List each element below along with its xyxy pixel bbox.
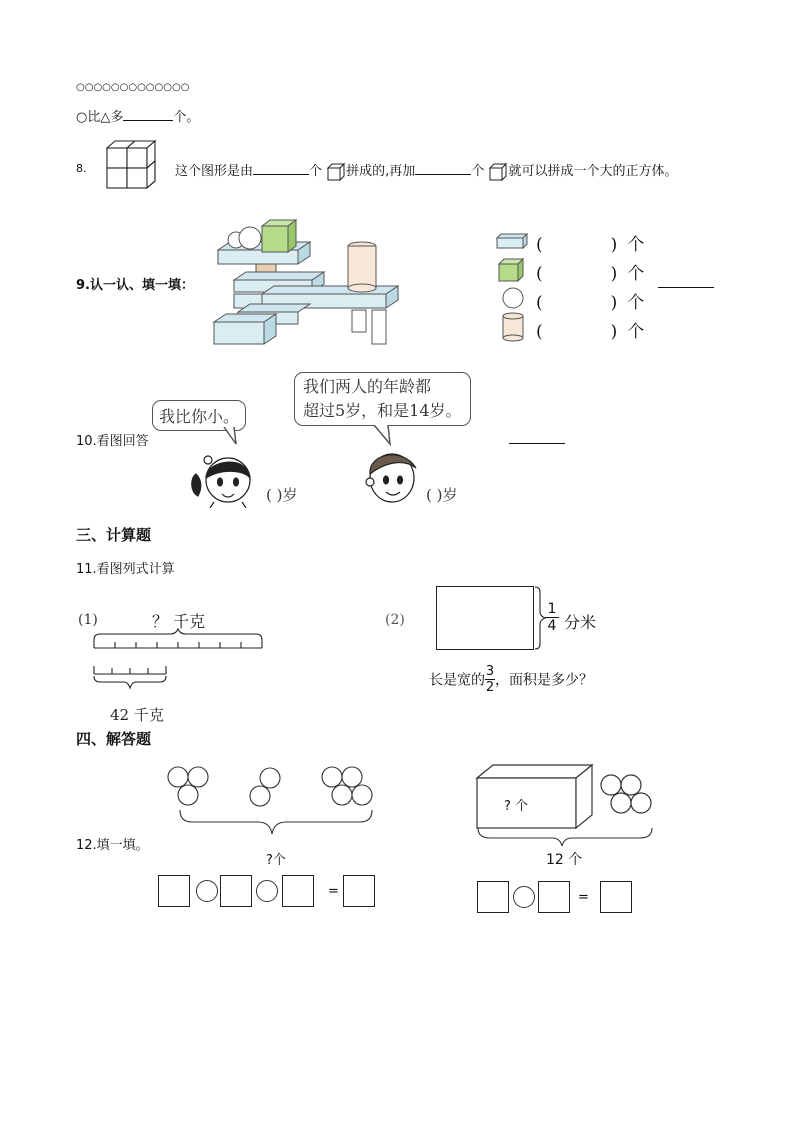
q7-compare-line [76,106,199,125]
q11-part1-question: ？ 千克 [152,612,206,631]
q8-text-b: 个 [309,164,323,179]
girl-icon [188,448,262,508]
q9-row3-answer[interactable]: ( ) 个 [536,293,645,313]
small-cube-icon [326,162,346,182]
operator-circle[interactable] [256,880,278,902]
operator-circle[interactable] [196,880,218,902]
q11-part2-inline-fraction: $\frac{3}{2}$ [485,664,495,695]
q11-label: 11.看图列式计算 [76,562,175,577]
cube-icon [498,258,524,282]
q7-compare-before: ○比△多 [76,110,124,125]
fraction-numerator: 1 [545,601,559,618]
answer-box[interactable] [538,881,570,913]
fraction-denominator: 4 [547,618,557,634]
boy-icon [362,446,420,506]
q11-rectangle [436,586,534,650]
section3-title: 三、计算题 [76,526,152,544]
q10-blank-line [509,443,565,444]
boy-age-answer[interactable]: ( )岁 [426,486,458,504]
q11-part2-unit: 分米 [564,613,597,632]
boy-speech-bubble [294,372,471,426]
girl-bubble-tail [222,427,242,447]
q9-row2-answer[interactable]: ( ) 个 [536,264,645,284]
q12-label: 12.填一填。 [76,838,149,853]
q8-text-e: 就可以拼成一个大的正方体。 [508,164,678,179]
q9-label: 9.认一认、填一填： [76,278,194,293]
q8-text-d: 个 [471,164,485,179]
q8-blank-2[interactable] [415,174,471,175]
operator-circle[interactable] [513,886,535,908]
girl-age-answer[interactable]: ( )岁 [266,486,298,504]
answer-box[interactable] [477,881,509,913]
q12-box-label: ? 个 [504,799,529,814]
q11-part1-label: (1) [78,612,98,628]
answer-box[interactable] [220,875,252,907]
q7-circles-row: ○○○○○○○○○○○○○ [76,82,190,93]
q8-cube-stack-figure [100,138,160,204]
boy-speech-line2: 超过5岁，和是14岁。 [303,401,462,420]
cuboid-icon [496,233,528,249]
cylinder-icon [502,312,524,342]
q11-part2-label: (2) [385,612,405,628]
q9-blocks-figure [210,218,405,348]
equals-sign: = [578,890,589,905]
result-box[interactable] [600,881,632,913]
answer-box[interactable] [282,875,314,907]
q8-text-a: 这个图形是由 [175,164,254,179]
q11-part1-given: 42 千克 [110,706,164,724]
q11-part2-text-before: 长是宽的 [429,672,485,689]
q12-left-total: ?个 [266,853,286,868]
q12-right-total: 12 个 [546,852,583,868]
q8-text-c: 拼成的,再加 [346,164,416,179]
answer-box[interactable] [158,875,190,907]
q12-left-circles-figure [162,762,380,838]
equals-sign: = [328,884,339,899]
result-box[interactable] [343,875,375,907]
q9-extra-blank-line [658,287,714,288]
girl-speech-bubble: 我比你小。 [152,400,246,431]
q11-part2-text-after: ，面积是多少？ [495,672,593,689]
q8-blank-1[interactable] [253,174,309,175]
q11-part2-fraction [545,601,559,634]
q8-text-line [175,160,677,182]
small-cube-icon [488,162,508,182]
section4-title: 四、解答题 [76,730,152,748]
q7-answer-blank[interactable] [123,120,173,121]
q11-part2-question-line [429,664,593,695]
q9-row1-answer[interactable]: ( ) 个 [536,235,645,255]
sphere-icon [502,287,524,309]
q10-label: 10.看图回答 [76,434,149,449]
q9-row4-answer[interactable]: ( ) 个 [536,322,645,342]
boy-bubble-tail [372,425,396,447]
q8-number: 8. [76,162,87,175]
q12-right-box-figure [472,762,664,846]
boy-speech-line1: 我们两人的年龄都 [303,377,432,396]
q11-part1-bar-diagram [90,628,268,692]
q7-compare-after: 个。 [173,110,200,125]
